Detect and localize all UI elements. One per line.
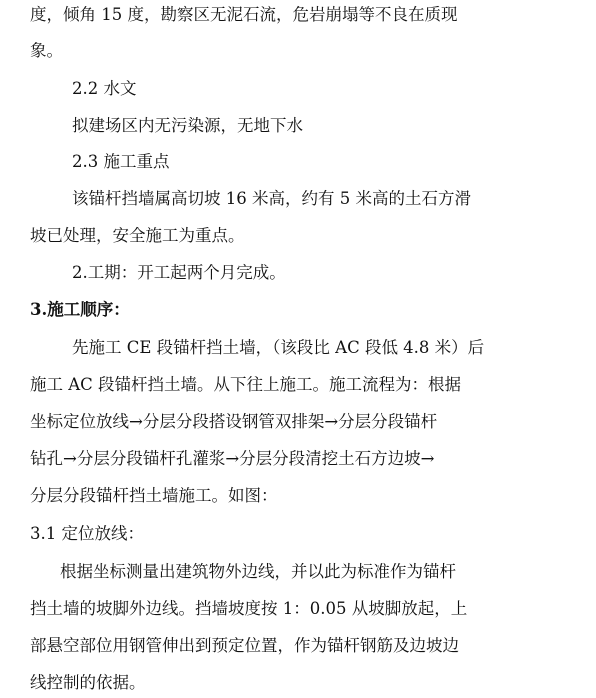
- section-heading-2-3: 2.3 施工重点: [72, 152, 170, 171]
- section-heading-3: 3.施工顺序：: [30, 300, 130, 319]
- body-text-line: 挡土墙的坡脚外边线。挡墙坡度按 1：0.05 从坡脚放起，上: [30, 599, 468, 618]
- body-text-line: 度，倾角 15 度，勘察区无泥石流，危岩崩塌等不良在质现: [30, 5, 458, 24]
- body-text-line: 象。: [30, 41, 63, 60]
- body-text-line: 该锚杆挡墙属高切坡 16 米高，约有 5 米高的土石方滑: [72, 189, 471, 208]
- body-text-line: 施工 AC 段锚杆挡土墙。从下往上施工。施工流程为：根据: [30, 375, 462, 394]
- body-text-line: 部悬空部位用钢管伸出到预定位置，作为锚杆钢筋及边坡边: [30, 636, 459, 655]
- body-text-line: 分层分段锚杆挡土墙施工。如图：: [30, 486, 278, 505]
- body-text-line: 线控制的依据。: [30, 673, 146, 692]
- section-heading-3-1: 3.1 定位放线：: [30, 524, 144, 543]
- body-text-line: 坡已处理，安全施工为重点。: [30, 226, 245, 245]
- body-text-line: 拟建场区内无污染源，无地下水: [72, 116, 303, 135]
- body-text-line: 钻孔→分层分段锚杆孔灌浆→分层分段清挖土石方边坡→: [30, 449, 435, 468]
- section-heading-2-2: 2.2 水文: [72, 79, 137, 98]
- body-text-line: 根据坐标测量出建筑物外边线，并以此为标准作为锚杆: [60, 562, 456, 581]
- body-text-line: 坐标定位放线→分层分段搭设钢管双排架→分层分段锚杆: [30, 412, 438, 431]
- body-text-line: 先施工 CE 段锚杆挡土墙，（该段比 AC 段低 4.8 米）后: [72, 338, 485, 357]
- body-text-line: 2.工期：开工起两个月完成。: [72, 263, 286, 282]
